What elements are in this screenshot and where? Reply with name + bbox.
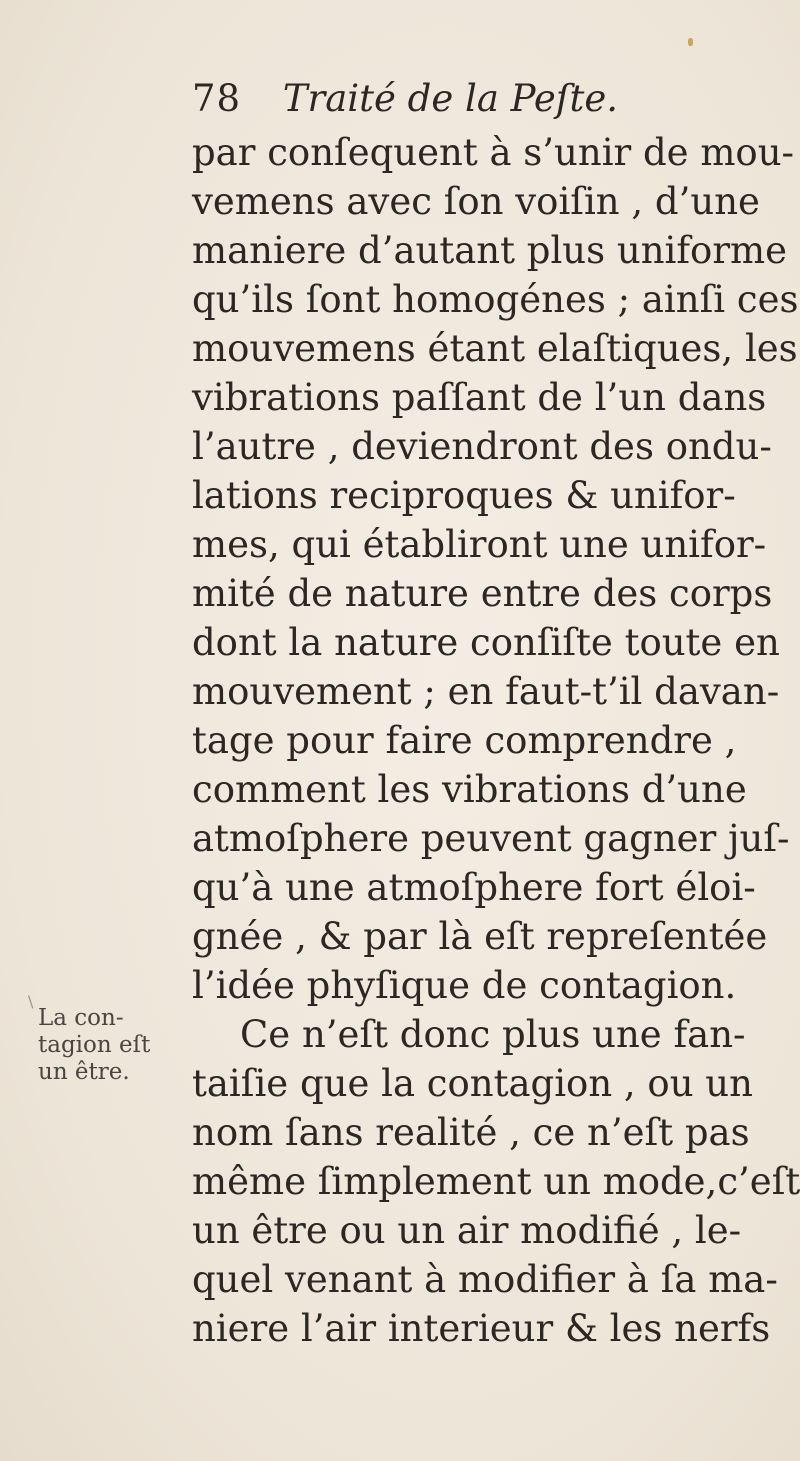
text-line: nom ſans realité , ce n’eſt pas: [192, 1111, 750, 1154]
text-line: l’idée phyſique de contagion.: [192, 964, 737, 1007]
text-line: niere l’air interieur & les nerfs: [192, 1307, 771, 1350]
text-line: mouvemens étant elaſtiques, les: [192, 327, 798, 370]
text-line: maniere d’autant plus uniforme: [192, 229, 787, 272]
running-title: Traité de la Peſte.: [282, 77, 618, 120]
text-line: un être ou un air modifié , le-: [192, 1209, 742, 1252]
margin-note-line: La con-: [38, 1005, 124, 1031]
page-number: 78: [192, 77, 242, 120]
text-line: qu’à une atmoſphere fort éloi-: [192, 866, 756, 909]
margin-note-line: un être.: [38, 1059, 130, 1085]
margin-mark: \: [28, 992, 34, 1011]
text-line: lations reciproques & unifor-: [192, 474, 736, 517]
paragraph-start-line: Ce n’eſt donc plus une fan-: [240, 1013, 746, 1056]
text-line: quel venant à modifier à ſa ma-: [192, 1258, 778, 1301]
text-line: taiſie que la contagion , ou un: [192, 1062, 753, 1105]
text-line: mité de nature entre des corps: [192, 572, 773, 615]
text-line: l’autre , deviendront des ondu-: [192, 425, 772, 468]
text-line: dont la nature conſiſte toute en: [192, 621, 780, 664]
text-line: comment les vibrations d’une: [192, 768, 747, 811]
text-line: mouvement ; en faut-t’il davan-: [192, 670, 780, 713]
page-header: [192, 72, 752, 126]
margin-note-line: tagion eſt: [38, 1032, 151, 1058]
text-line: atmoſphere peuvent gagner juſ-: [192, 817, 790, 860]
text-line: par conſequent à s’unir de mou-: [192, 131, 795, 174]
text-line: vibrations paſſant de l’un dans: [192, 376, 767, 419]
text-line: vemens avec ſon voiſin , d’une: [192, 180, 760, 223]
body-text: [192, 128, 800, 1353]
text-line: qu’ils ſont homogénes ; ainſi ces: [192, 278, 799, 321]
margin-note: [38, 1005, 151, 1086]
text-line: tage pour faire comprendre ,: [192, 719, 737, 762]
paper-stain: [688, 38, 693, 46]
text-line: mes, qui établiront une unifor-: [192, 523, 767, 566]
text-line: même ſimplement un mode,c’eſt: [192, 1160, 800, 1203]
text-line: gnée , & par là eſt repreſentée: [192, 915, 768, 958]
